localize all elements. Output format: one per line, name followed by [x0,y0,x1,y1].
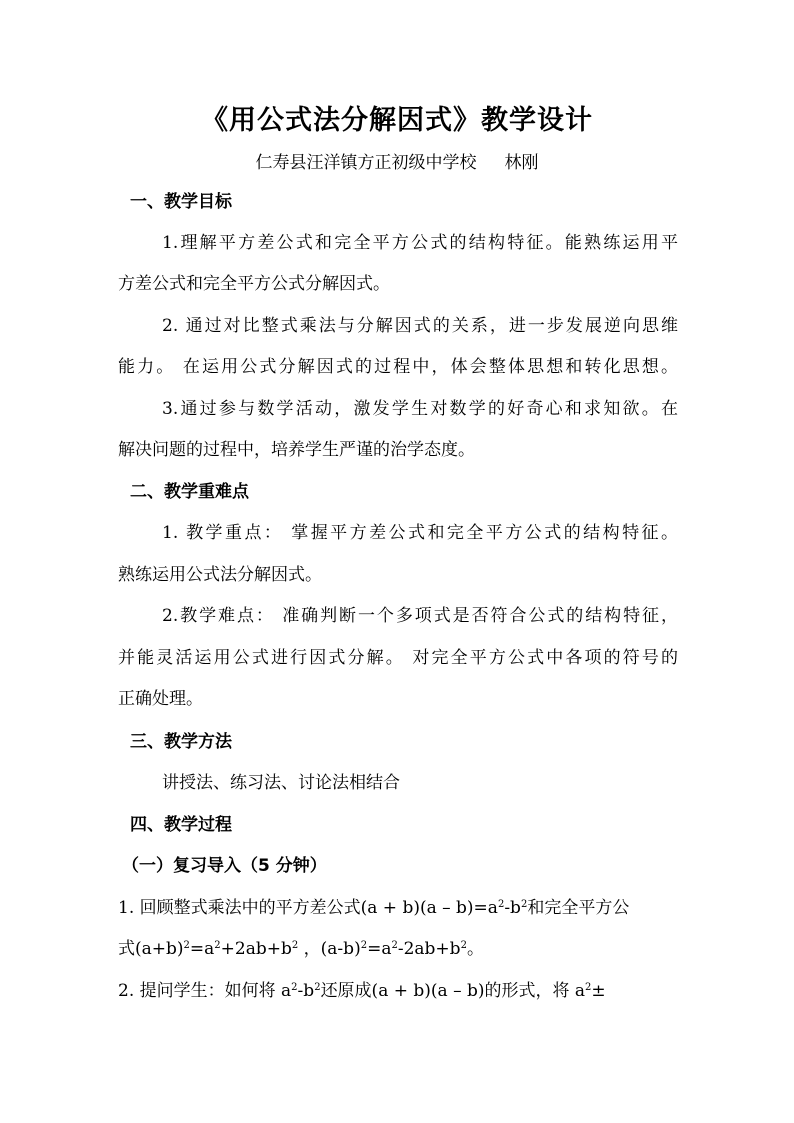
paragraph-line: 正确处理。 [118,689,203,709]
document-title: 《用公式法分解因式》教学设计 [201,105,593,136]
section-heading-key-points: 二、教学重难点 [130,482,249,502]
author-name: 林刚 [504,153,539,173]
paragraph-line: 方差公式和完全平方公式分解因式。 [118,274,390,294]
paragraph-line: 3.通过参与数学活动，激发学生对数学的好奇心和求知欲。在 [162,399,678,419]
school-name: 仁寿县汪洋镇方正初级中学校 [255,153,477,173]
paragraph-line: 熟练运用公式法分解因式。 [118,565,322,585]
review-item-1-line-1: 1. 回顾整式乘法中的平方差公式$(a + b)(a - b)=a^2-b^2$和完全平方公 [118,898,630,918]
review-item-1-line-2: 式$(a+b)^2=a^2+2ab+b^2$ ，$(a-b)^2=a^2-2ab+b^2$。 [118,939,484,959]
paragraph-line: 解决问题的过程中，培养学生严谨的治学态度。 [118,440,475,460]
paragraph-line: 讲授法、练习法、讨论法相结合 [162,773,400,793]
section-heading-methods: 三、教学方法 [130,732,232,752]
paragraph-line: 2.教学难点： 准确判断一个多项式是否符合公式的结构特征， [162,606,678,626]
section-heading-goals: 一、教学目标 [130,192,232,212]
paragraph-line: 1. 教学重点： 掌握平方差公式和完全平方公式的结构特征。 [162,523,678,543]
paragraph-line: 2. 通过对比整式乘法与分解因式的关系，进一步发展逆向思维 [162,316,678,336]
subsection-heading-review: （一）复习导入（5 分钟） [122,856,327,876]
paragraph-line: 1.理解平方差公式和完全平方公式的结构特征。能熟练运用平 [162,233,678,253]
section-heading-process: 四、教学过程 [130,815,232,835]
paragraph-line: 能力。 在运用公式分解因式的过程中，体会整体思想和转化思想。 [118,357,678,377]
author-line [0,148,794,173]
paragraph-line: 并能灵活运用公式进行因式分解。 对完全平方公式中各项的符号的 [118,648,678,668]
review-item-2-line-1: 2. 提问学生：如何将 $a^2-b^2$还原成(a + b)(a – b)的形式，将 $a^2\pm$ [118,981,606,1001]
